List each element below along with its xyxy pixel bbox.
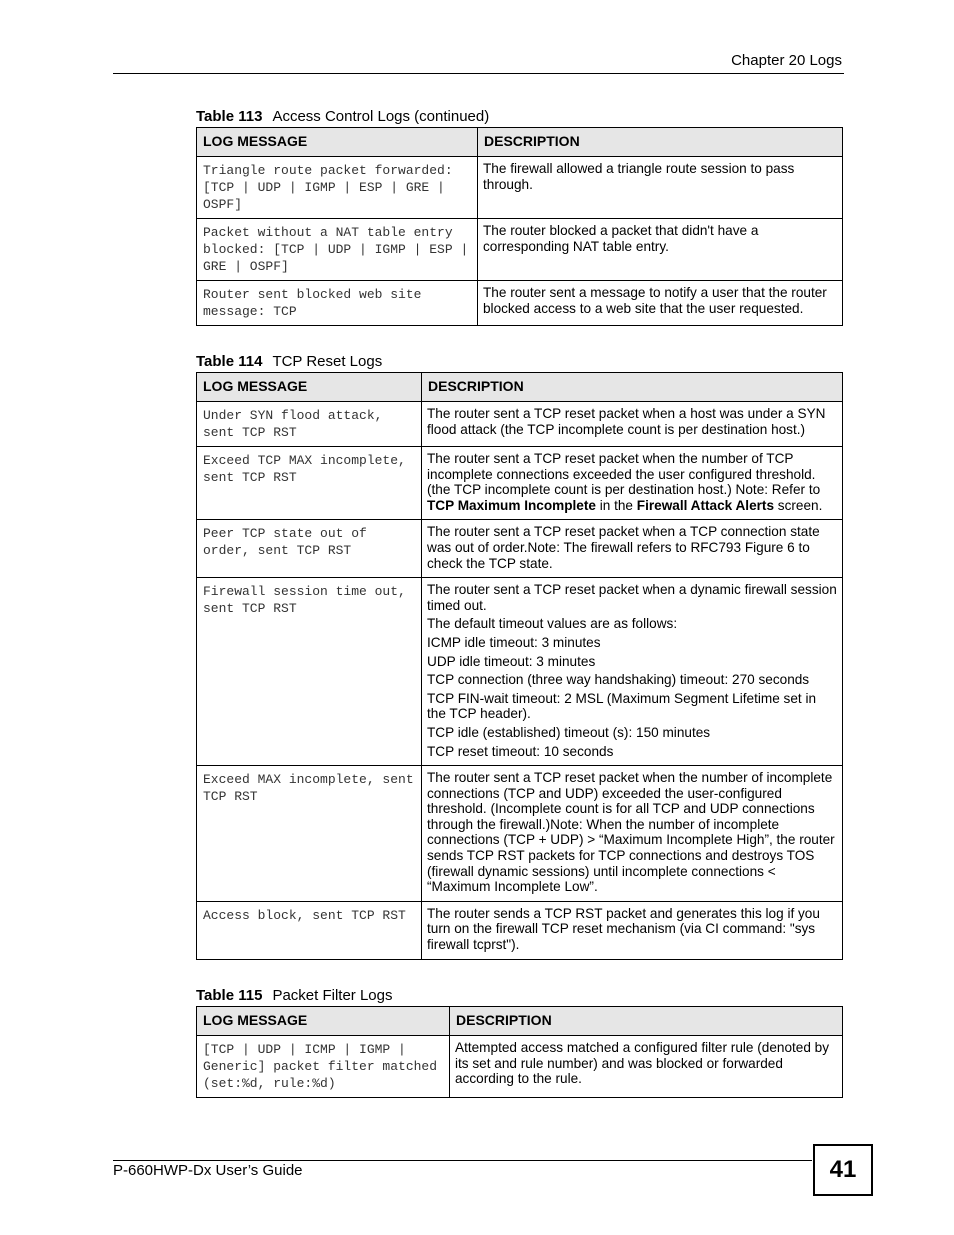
footer-rule <box>113 1160 812 1161</box>
description-cell <box>478 281 843 326</box>
column-header-description: DESCRIPTION <box>422 373 843 402</box>
header-rule <box>113 73 844 74</box>
log-message-cell: Router sent blocked web site message: TCP <box>197 281 478 326</box>
table-header-row <box>197 1007 843 1036</box>
description-text: The router sent a TCP reset packet when a dynamic firewall session timed out. <box>427 582 837 613</box>
description-text: The default timeout values are as follows: <box>427 616 678 632</box>
description-cell <box>422 447 843 520</box>
page-number: 41 <box>813 1144 873 1196</box>
description-cell <box>478 157 843 219</box>
table-115-title: Packet Filter Logs <box>272 987 393 1004</box>
table-113 <box>196 127 843 326</box>
column-header-description: DESCRIPTION <box>478 128 843 157</box>
description-cell <box>422 766 843 902</box>
log-message-cell: Exceed TCP MAX incomplete, sent TCP RST <box>197 447 422 520</box>
log-message-cell: Exceed MAX incomplete, sent TCP RST <box>197 766 422 902</box>
description-cell <box>422 901 843 959</box>
table-115 <box>196 1006 843 1098</box>
column-header-log-message: LOG MESSAGE <box>197 373 422 402</box>
table-row <box>197 402 843 447</box>
table-row <box>197 520 843 578</box>
description-cell <box>478 219 843 281</box>
table-header-row <box>197 373 843 402</box>
description-text: TCP connection (three way handshaking) timeout: 270 seconds <box>427 672 810 688</box>
column-header-log-message: LOG MESSAGE <box>197 1007 450 1036</box>
log-message-cell: Peer TCP state out of order, sent TCP RST <box>197 520 422 578</box>
description-text: Attempted access matched a configured filter rule (denoted by its set and rule number) and was blocked or forwarded according to the rule. <box>455 1040 830 1087</box>
chapter-header: Chapter 20 Logs <box>731 52 842 69</box>
table-113-label: Table 113 <box>196 108 263 125</box>
table-115-label: Table 115 <box>196 987 263 1004</box>
table-row <box>197 901 843 959</box>
table-113-title: Access Control Logs (continued) <box>272 108 490 125</box>
screen-field-name: TCP Maximum Incomplete <box>427 497 596 513</box>
table-115-caption <box>196 987 393 1004</box>
description-text: TCP reset timeout: 10 seconds <box>427 743 614 759</box>
table-113-caption <box>196 108 489 125</box>
table-row <box>197 447 843 520</box>
log-message-cell: [TCP | UDP | ICMP | IGMP | Generic] packet filter matched (set:%d, rule:%d) <box>197 1036 450 1098</box>
description-text: The router sent a TCP reset packet when the number of incomplete connections (TCP and UDP) exceeded the user-configured threshold. (Incomplete count is for all TCP and UDP connections through the firewall.)Note: When the number of incomplete connections (TCP + UDP) > “Maximum Incomplete High”, the router sends TCP RST packets for TCP connections and destroys TOS (firewall dynamic sessions) until incomplete connections < “Maximum Incomplete Low”. <box>427 770 835 895</box>
log-message-cell: Triangle route packet forwarded: [TCP | UDP | IGMP | ESP | GRE | OSPF] <box>197 157 478 219</box>
table-row <box>197 219 843 281</box>
description-text: The router sends a TCP RST packet and generates this log if you turn on the firewall TCP reset mechanism (via CI command: "sys firewall tcprst"). <box>427 905 820 953</box>
description-cell <box>422 578 843 766</box>
table-row <box>197 281 843 326</box>
description-text-part: in the <box>595 497 637 513</box>
table-114-title: TCP Reset Logs <box>272 353 383 370</box>
description-text: TCP FIN-wait timeout: 2 MSL (Maximum Segment Lifetime set in the TCP header). <box>427 690 817 722</box>
screen-name: Firewall Attack Alerts <box>636 497 775 513</box>
description-cell <box>422 520 843 578</box>
column-header-log-message: LOG MESSAGE <box>197 128 478 157</box>
log-message-cell: Packet without a NAT table entry blocked: [TCP | UDP | IGMP | ESP | GRE | OSPF] <box>197 219 478 281</box>
description-cell <box>450 1036 843 1098</box>
log-message-cell: Access block, sent TCP RST <box>197 901 422 959</box>
description-text-part: The router sent a TCP reset packet when the number of TCP incomplete connections exceeded the user configured threshold. (the TCP incomplete count is per destination host.) Note: Refer to <box>427 451 821 498</box>
description-text: The router sent a TCP reset packet when a TCP connection state was out of order.Note: The firewall refers to RFC793 Figure 6 to check the TCP state. <box>427 524 820 571</box>
table-114 <box>196 372 843 960</box>
column-header-description: DESCRIPTION <box>450 1007 843 1036</box>
description-text: The router sent a message to notify a user that the router blocked access to a web site that the user requested. <box>483 285 827 316</box>
table-row <box>197 766 843 902</box>
table-row <box>197 157 843 219</box>
description-text: The router blocked a packet that didn't have a corresponding NAT table entry. <box>483 223 759 254</box>
table-114-label: Table 114 <box>196 353 263 370</box>
table-row <box>197 1036 843 1098</box>
description-text: The firewall allowed a triangle route session to pass through. <box>483 161 795 192</box>
description-text <box>427 451 837 513</box>
guide-title: P-660HWP-Dx User’s Guide <box>113 1162 303 1179</box>
description-text: UDP idle timeout: 3 minutes <box>427 653 596 669</box>
description-cell <box>422 402 843 447</box>
description-text-part: screen. <box>774 497 823 513</box>
table-row <box>197 578 843 766</box>
table-header-row <box>197 128 843 157</box>
description-text: ICMP idle timeout: 3 minutes <box>427 634 601 650</box>
log-message-cell: Firewall session time out, sent TCP RST <box>197 578 422 766</box>
log-message-cell: Under SYN flood attack, sent TCP RST <box>197 402 422 447</box>
description-text: The router sent a TCP reset packet when a host was under a SYN flood attack (the TCP incomplete count is per destination host.) <box>427 406 826 437</box>
description-text: TCP idle (established) timeout (s): 150 minutes <box>427 724 711 740</box>
table-114-caption <box>196 353 382 370</box>
